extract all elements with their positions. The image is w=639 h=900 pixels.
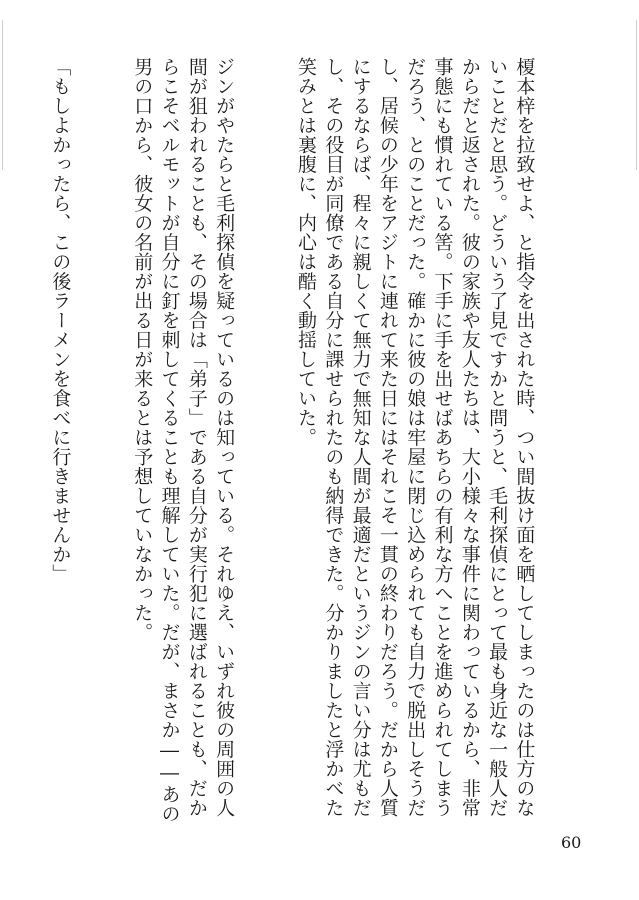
paragraph-2: ジンがやたらと毛利探偵を疑っているのは知っている。それゆえ、いずれ彼の周囲の人間が狙われることも、その場合は「弟子」である自分が実行犯に選ばれることも、だからこそベルモットが自分に釘を刺してくることも理解していた。だが、まさか――あの男の口から、彼女の名前が出る日が来るとは予想していなかった。 xyxy=(131,57,236,824)
paragraph-3: 「もしよかったら、この後ラーメンを食べに行きませんか」 xyxy=(49,57,72,584)
page-edge-mark-right xyxy=(636,20,637,170)
paragraph-1: 榎本梓を拉致せよ、と指令を出された時、つい間抜け面を晒してしまったのは仕方のないことだと思う。どういう了見ですかと問うと、毛利探偵にとって最も身近な一般人だからだと返された。彼の家族や友人たちは、大小様々な事件に関わっているから、非常事態にも慣れている筈。下手に手を出せばあちらの有利な方へことを進められてしまうだろう、とのことだった。確かに彼の娘は牢屋に閉じ込められても自力で脱出しそうだし、居候の少年をアジトに連れて来た日にはそれこそ一貫の終わりだろう。だから人質にするならば、程々に親しくて無力で無知な人間が最適だというジンの言い分は尤もだし、その役目が同僚である自分に課せられたのも納得できた。分かりましたと浮かべた笑みとは裏腹に、内心は酷く動揺していた。 xyxy=(295,57,536,818)
vertical-text-body xyxy=(0,57,592,825)
page-number: 60 xyxy=(561,833,582,852)
